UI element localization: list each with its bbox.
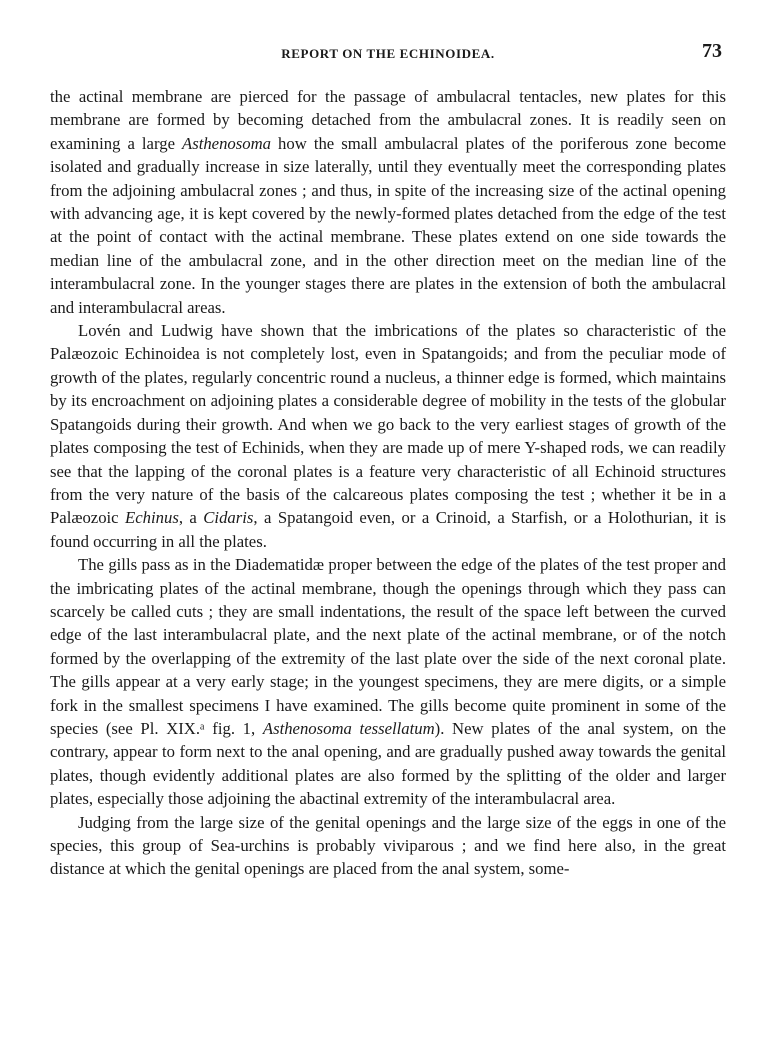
- italic-text: Asthenosoma: [182, 133, 272, 153]
- page-header: [50, 38, 726, 68]
- text-run: ). New plates of the anal system, on the contrary, appear to form next to the anal opening, and are gradually pushed away towards the genital plates, though evidently additional plates are also formed by the splitting of the older and larger plates, especially those adjoining the abactinal extremity of the interambulacral area.: [50, 718, 726, 809]
- text-run: Lovén and Ludwig have shown that the imbrications of the plates so characteristic of the Palæozoic Echinoidea is not completely lost, even in Spatangoids; and from the peculiar mode of growth of the plates, regularly concentric round a nucleus, a thinner edge is formed, which maintains by its encroachment on adjoining plates a considerable degree of mobility in the tests of the globular Spatangoids during their growth. And when we go back to the very earliest stages of growth of the plates composing the test of Echinids, when they are made up of mere Y-shaped rods, we can readily see that the lapping of the coronal plates is a feature very characteristic of all Echinoid structures from the very nature of the basis of the calcareous plates composing the test ; whether it be in a Palæozoic: [50, 321, 726, 528]
- running-head: REPORT ON THE ECHINOIDEA.: [281, 46, 495, 61]
- paragraph-1: [50, 85, 726, 319]
- paragraph-4: [50, 811, 726, 881]
- text-run: Judging from the large size of the genital openings and the large size of the eggs in one of the species, this group of Sea-urchins is probably viviparous ; and we find here also, in the great distance at which the genital openings are placed from the anal system, some-: [50, 812, 726, 879]
- page-number: 73: [702, 40, 722, 62]
- text-run: the actinal membrane are pierced for the passage of ambulacral tentacles, new plates for this membrane are formed by becoming detached from the ambulacral zones. It is readily seen on examining a large: [50, 87, 726, 153]
- body-text: [50, 85, 726, 881]
- text-run: how the small ambulacral plates of the poriferous zone become isolated and gradually increase in size laterally, until they eventually meet the corresponding plates from the adjoining ambulacral zones ; and thus, in spite of the increasing size of the actinal opening with advancing age, it is kept covered by the newly-formed plates detached from the edge of the test at the point of contact with the actinal membrane. These plates extend on one side towards the median line of the ambulacral zone, and in the other direction meet on the median line of the interambulacral zone. In the younger stages there are plates in the extension of both the ambulacral and interambulacral areas.: [50, 133, 726, 317]
- document-page: [50, 38, 726, 881]
- italic-text: Echinus: [125, 508, 179, 528]
- text-run: The gills pass as in the Diadematidæ proper between the edge of the plates of the test proper and the imbricating plates of the actinal membrane, though the openings through which they pass can scarcely be called cuts ; they are small indentations, the result of the space left between the curved edge of the last interambulacral plate, and the next plate of the actinal membrane, or of the notch formed by the overlapping of the extremity of the last plate over the side of the next coronal plate. The gills appear at a very early stage; in the youngest specimens, they are mere digits, or a simple fork in the smallest specimens I have examined. The gills become quite prominent in some of the species (see Pl. XIX.ᵃ fig. 1,: [50, 555, 726, 738]
- paragraph-2: [50, 319, 726, 553]
- italic-text: Asthenosoma tessellatum: [262, 718, 435, 738]
- paragraph-3: [50, 553, 726, 810]
- italic-text: Cidaris: [203, 508, 254, 528]
- text-run: , a Spatangoid even, or a Crinoid, a Starfish, or a Holothurian, it is found occurring in all the plates.: [50, 508, 727, 551]
- text-run: , a: [178, 508, 204, 528]
